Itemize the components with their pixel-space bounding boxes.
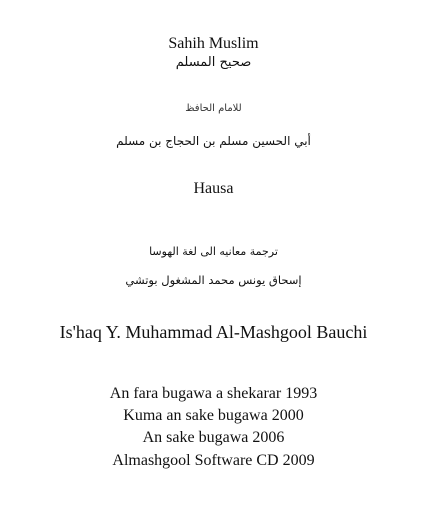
language-label: Hausa xyxy=(193,180,234,197)
title-arabic: صحيح المسلم xyxy=(175,55,252,70)
edition-line: Almashgool Software CD 2009 xyxy=(112,452,315,469)
author-name-arabic: أبي الحسين مسلم بن الحجاج بن مسلم xyxy=(116,134,311,148)
edition-line: An fara bugawa a shekarar 1993 xyxy=(109,385,318,402)
translator-name-english: Is'haq Y. Muhammad Al-Mashgool Bauchi xyxy=(59,322,368,342)
title-english: Sahih Muslim xyxy=(168,35,259,52)
edition-line: Kuma an sake bugawa 2000 xyxy=(123,407,304,424)
imam-label-arabic: للامام الحافظ xyxy=(185,103,242,114)
translation-label-arabic: ترجمة معانيه الى لغة الهوسا xyxy=(149,245,278,258)
edition-line: An sake bugawa 2006 xyxy=(142,429,285,446)
translator-name-arabic: إسحاق يونس محمد المشغول بوتشي xyxy=(125,273,302,287)
